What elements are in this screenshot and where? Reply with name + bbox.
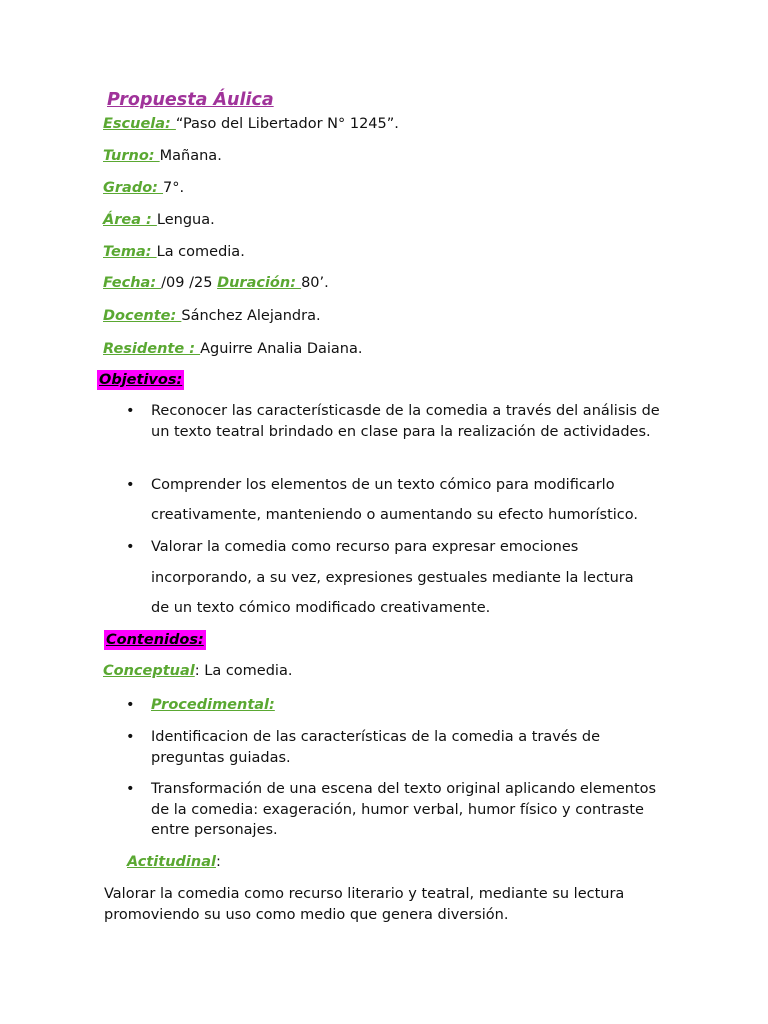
field-tema-value: La comedia. [156,244,245,260]
field-tema [103,242,245,262]
field-grado-label: Grado: [103,180,164,196]
procedimental-item-2: Transformación de una escena del texto original aplicando elementos de la comedia: exageración, humor verbal, humor físico y contraste entre personajes. [151,781,657,838]
contenidos-heading: Contenidos: [106,632,204,648]
bullet-icon: • [126,697,135,713]
bullet-icon: • [126,781,135,797]
bullet-icon: • [126,539,135,555]
objetivo-item-3-line-1: Valorar la comedia como recurso para expresar emociones [151,539,579,555]
field-duracion-label: Duración: [217,275,302,291]
field-turno-value: Mañana. [159,148,222,164]
field-residente [103,339,363,359]
field-docente [103,306,321,326]
bullet-icon: • [126,729,135,745]
field-turno [103,146,222,166]
conceptual-value: : La comedia. [194,663,293,679]
field-docente-label: Docente: [103,308,182,324]
field-grado-value: 7°. [163,180,185,196]
field-turno-label: Turno: [103,148,160,164]
actitudinal-line [127,852,221,872]
objetivo-item-2-line-1: Comprender los elementos de un texto cómico para modificarlo [151,477,615,493]
conceptual-line [103,661,292,681]
objetivo-item-1: Reconocer las característicasde de la comedia a través del análisis de un texto teatral brindado en clase para la realización de actividades. [151,403,660,440]
field-residente-label: Residente : [103,341,201,357]
document-title: Propuesta Áulica [107,90,274,110]
procedimental-item-1: Identificacion de las características de la comedia a través de preguntas guiadas. [151,729,601,766]
field-area-label: Área : [103,212,157,228]
field-area [103,210,215,230]
objetivos-heading: Objetivos: [99,372,183,388]
field-fecha-duracion [103,273,329,293]
bullet-icon: • [126,403,135,419]
field-fecha-label: Fecha: [103,275,162,291]
field-grado [103,178,184,198]
field-fecha-value: /09 /25 [161,275,218,291]
objetivo-item-3-line-3: de un texto cómico modificado creativamente. [151,600,491,616]
procedimental-label: Procedimental: [151,697,275,713]
actitudinal-label: Actitudinal [127,854,216,870]
field-tema-label: Tema: [103,244,157,260]
actitudinal-text: Valorar la comedia como recurso literario y teatral, mediante su lectura promoviendo su uso como medio que genera diversión. [104,886,625,923]
objetivo-item-3-line-2: incorporando, a su vez, expresiones gestuales mediante la lectura [151,570,634,586]
bullet-icon: • [126,477,135,493]
field-area-value: Lengua. [156,212,215,228]
objetivo-item-2-line-2: creativamente, manteniendo o aumentando su efecto humorístico. [151,507,638,523]
field-escuela-label: Escuela: [103,116,176,132]
field-docente-value: Sánchez Alejandra. [181,308,321,324]
field-residente-value: Aguirre Analia Daiana. [200,341,363,357]
field-escuela-value: “Paso del Libertador N° 1245”. [175,116,399,132]
field-escuela [103,114,399,134]
procedimental-heading [151,695,671,716]
actitudinal-colon: : [215,854,221,870]
conceptual-label: Conceptual [103,663,195,679]
field-duracion-value: 80’. [301,275,329,291]
